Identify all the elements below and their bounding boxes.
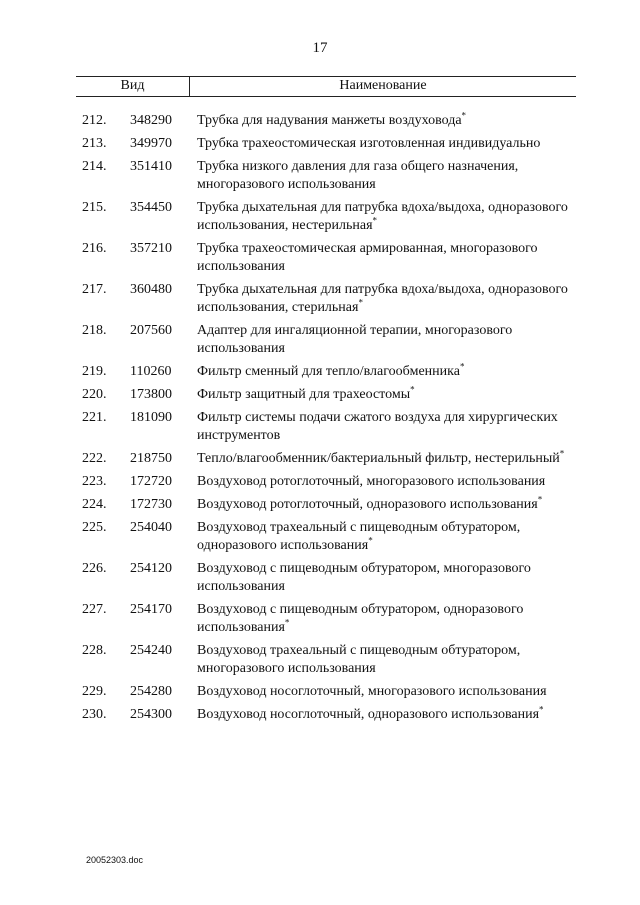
row-name-text: Фильтр системы подачи сжатого воздуха для хирургических инструментов (197, 410, 558, 443)
row-code: 254300 (130, 707, 172, 722)
table-header-top-rule (76, 76, 576, 77)
footnote-asterisk: * (410, 384, 415, 395)
row-code: 348290 (130, 113, 172, 128)
row-number: 229. (82, 684, 107, 699)
row-number: 230. (82, 707, 107, 722)
footnote-asterisk: * (461, 110, 467, 121)
table-header (76, 78, 576, 96)
row-code: 207560 (130, 323, 172, 338)
row-code: 360480 (130, 282, 172, 297)
row-code: 173800 (130, 387, 172, 402)
row-code: 354450 (130, 200, 172, 215)
footnote-asterisk: * (368, 535, 373, 546)
table-row (0, 322, 640, 358)
table-row (0, 450, 640, 468)
row-name (197, 158, 577, 194)
row-name-text: Воздуховод трахеальный с пищеводным обтуратором, многоразового использования (197, 643, 521, 676)
row-name (197, 473, 577, 491)
table-row (0, 560, 640, 596)
row-number: 214. (82, 159, 107, 174)
row-name (197, 642, 577, 678)
row-name-text: Трубка дыхательная для патрубка вдоха/выдоха, одноразового использования, стерильная (197, 282, 568, 315)
row-code: 254040 (130, 520, 172, 535)
row-number: 227. (82, 602, 107, 617)
footnote-asterisk: * (559, 448, 565, 459)
row-code: 357210 (130, 241, 172, 256)
row-name-text: Трубка для надувания манжеты воздуховода (197, 113, 462, 128)
row-name (197, 386, 577, 404)
table-row (0, 706, 640, 724)
table-row (0, 642, 640, 678)
row-name-text: Трубка низкого давления для газа общего назначения, многоразового использования (197, 159, 519, 192)
row-number: 226. (82, 561, 107, 576)
row-number: 213. (82, 136, 107, 151)
row-number: 225. (82, 520, 107, 535)
row-code: 254120 (130, 561, 172, 576)
footnote-asterisk: * (539, 704, 544, 715)
row-name (197, 560, 577, 596)
row-number: 228. (82, 643, 107, 658)
row-code: 110260 (130, 364, 172, 379)
row-number: 215. (82, 200, 107, 215)
row-name-text: Воздуховод с пищеводным обтуратором, одноразового использования (197, 602, 524, 635)
header-vid: Вид (120, 78, 145, 93)
table-row (0, 601, 640, 637)
row-number: 218. (82, 323, 107, 338)
footnote-asterisk: * (372, 215, 378, 226)
row-name (197, 519, 577, 555)
row-name (197, 683, 577, 701)
table-row (0, 683, 640, 701)
row-name-text: Трубка трахеостомическая армированная, многоразового использования (197, 241, 538, 274)
row-name (197, 409, 577, 445)
row-name-text: Воздуховод носоглоточный, многоразового использования (197, 684, 547, 699)
row-name (197, 281, 577, 317)
row-name (197, 706, 577, 724)
table-row (0, 240, 640, 276)
row-code: 172730 (130, 497, 172, 512)
footnote-asterisk: * (358, 297, 363, 308)
row-name-text: Воздуховод ротоглоточный, одноразового использования (197, 497, 538, 512)
row-name-text: Воздуховод трахеальный с пищеводным обтуратором, одноразового использования (197, 520, 521, 553)
file-name-footer: 20052303.doc (86, 855, 144, 865)
header-name: Наименование (339, 78, 427, 93)
footnote-asterisk: * (537, 494, 543, 505)
row-code: 172720 (130, 474, 172, 489)
row-name-text: Адаптер для ингаляционной терапии, многоразового использования (197, 323, 513, 356)
table-row (0, 112, 640, 130)
row-number: 219. (82, 364, 107, 379)
row-number: 212. (82, 113, 107, 128)
row-name-text: Трубка дыхательная для патрубка вдоха/выдоха, одноразового использования, нестерильная (197, 200, 568, 233)
row-number: 220. (82, 387, 107, 402)
row-code: 351410 (130, 159, 172, 174)
row-name-text: Трубка трахеостомическая изготовленная индивидуально (197, 136, 541, 151)
row-code: 254240 (130, 643, 172, 658)
row-name (197, 135, 577, 153)
page-number: 17 (312, 40, 328, 56)
row-name (197, 240, 577, 276)
table-row (0, 158, 640, 194)
table-row (0, 135, 640, 153)
row-name-text: Фильтр защитный для трахеостомы (197, 387, 411, 402)
row-name-text: Тепло/влагообменник/бактериальный фильтр, нестерильный (197, 451, 560, 466)
table-header-bottom-rule (76, 96, 576, 97)
table-row (0, 473, 640, 491)
table-row (0, 199, 640, 235)
row-name (197, 363, 577, 381)
table-body (0, 112, 640, 729)
footnote-asterisk: * (459, 361, 465, 372)
row-name (197, 496, 577, 514)
row-number: 223. (82, 474, 107, 489)
row-number: 217. (82, 282, 107, 297)
row-name (197, 112, 577, 130)
row-name-text: Воздуховод с пищеводным обтуратором, многоразового использования (197, 561, 531, 594)
row-number: 222. (82, 451, 107, 466)
table-row (0, 386, 640, 404)
row-name-text: Фильтр сменный для тепло/влагообменника (197, 364, 460, 379)
row-code: 254280 (130, 684, 172, 699)
row-code: 349970 (130, 136, 172, 151)
row-code: 254170 (130, 602, 172, 617)
row-name (197, 450, 577, 468)
table-row (0, 409, 640, 445)
row-name-text: Воздуховод ротоглоточный, многоразового использования (197, 474, 546, 489)
row-number: 216. (82, 241, 107, 256)
table-row (0, 519, 640, 555)
row-name (197, 199, 577, 235)
row-name (197, 322, 577, 358)
row-name-text: Воздуховод носоглоточный, одноразового использования (197, 707, 540, 722)
row-code: 181090 (130, 410, 172, 425)
row-code: 218750 (130, 451, 172, 466)
table-row (0, 496, 640, 514)
row-number: 224. (82, 497, 107, 512)
table-row (0, 281, 640, 317)
row-number: 221. (82, 410, 107, 425)
table-row (0, 363, 640, 381)
row-name (197, 601, 577, 637)
footnote-asterisk: * (284, 617, 290, 628)
